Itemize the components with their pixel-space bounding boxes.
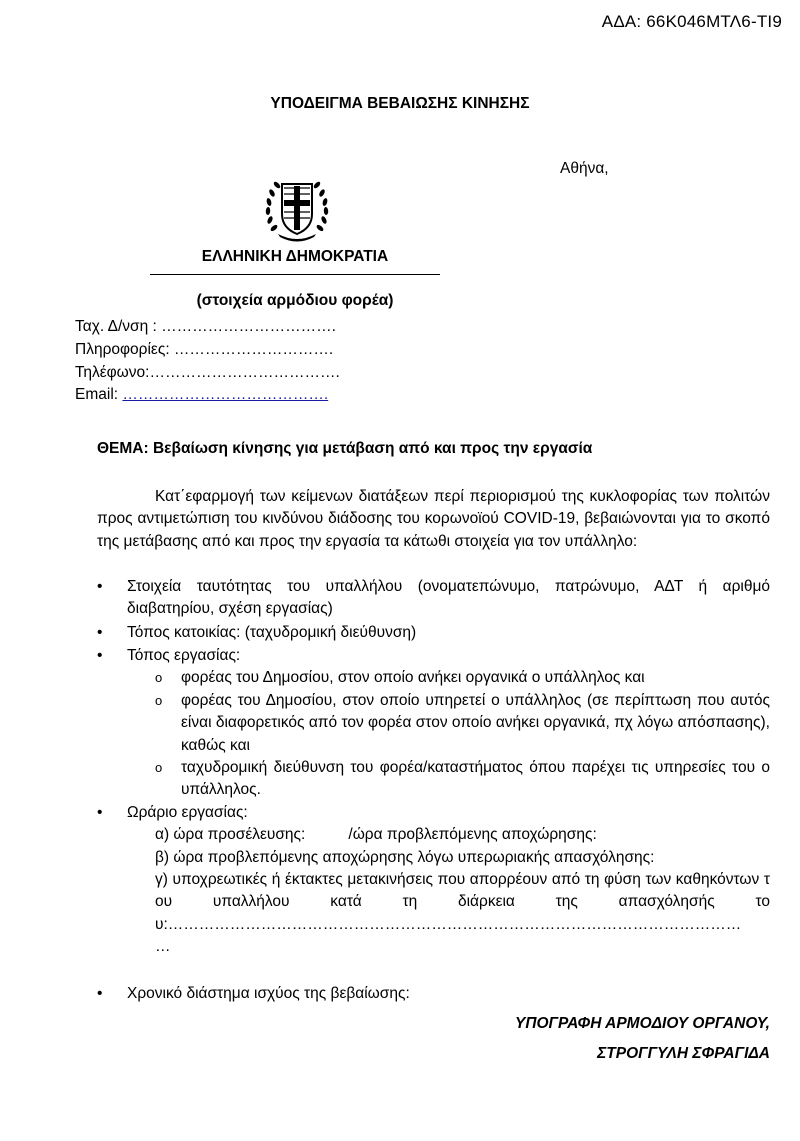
bullet-icon: • bbox=[97, 647, 103, 664]
signature-line-2: ΣΤΡΟΓΓΥΛΗ ΣΦΡΑΓΙΔΑ bbox=[597, 1045, 770, 1062]
hours-item-a: α) ώρα προσέλευσης: /ώρα προβλεπόμενης αποχώρησης: bbox=[155, 826, 597, 843]
phone-field: Τηλέφωνο:………………………………. bbox=[75, 364, 340, 381]
heading-divider bbox=[150, 274, 440, 275]
workplace-item-c bbox=[155, 757, 770, 802]
info-field: Πληροφορίες: …………………………. bbox=[75, 341, 334, 358]
workplace-item-c-text: ταχυδρομική διεύθυνση του φορέα/καταστήματος όπου παρέχει τις υπηρεσίες του ο υπάλληλος. bbox=[181, 759, 770, 799]
workplace-item-a bbox=[155, 667, 770, 689]
circle-bullet-icon: o bbox=[155, 670, 163, 685]
signature-line-1: ΥΠΟΓΡΑΦΗ ΑΡΜΟΔΙΟΥ ΟΡΓΑΝΟΥ, bbox=[515, 1015, 770, 1032]
workplace-item-b-text: φορέας του Δημοσίου, στον οποίο υπηρετεί ο υπάλληλος (σε περίπτωση που αυτός είναι διαφορετικός από τον φορέα στον οποίο ανήκει οργανικά, πχ λόγω απόσπασης), καθώς και bbox=[181, 692, 770, 754]
email-field bbox=[75, 384, 328, 405]
circle-bullet-icon: o bbox=[155, 693, 163, 708]
bullet-residence bbox=[97, 622, 770, 644]
circle-bullet-icon: o bbox=[155, 760, 163, 775]
bullet-workplace bbox=[97, 645, 770, 667]
bullet-identity-text: Στοιχεία ταυτότητας του υπαλλήλου (ονοματεπώνυμο, πατρώνυμο, ΑΔΤ ή αριθμό διαβατηρίου, σχέση εργασίας) bbox=[127, 578, 770, 618]
bullet-icon: • bbox=[97, 985, 103, 1002]
city-date-line: Αθήνα, bbox=[560, 160, 609, 177]
workplace-item-a-text: φορέας του Δημοσίου, στον οποίο ανήκει οργανικά ο υπάλληλος και bbox=[181, 669, 645, 686]
republic-heading: ΕΛΛΗΝΙΚΗ ΔΗΜΟΚΡΑΤΙΑ bbox=[201, 248, 389, 265]
bullet-icon: • bbox=[97, 804, 103, 821]
address-field: Ταχ. Δ/νση : ……………………………. bbox=[75, 318, 336, 335]
hours-item-c: γ) υποχρεωτικές ή έκτακτες μετακινήσεις που απορρέουν από τη φύση των καθηκόντων του υπαλλήλου κατά τη διάρκεια της απασχόλησής του:………………………………………………………………………………………………… bbox=[155, 871, 770, 933]
hours-item-b: β) ώρα προβλεπόμενης αποχώρησης λόγω υπερωριακής απασχόλησης: bbox=[155, 849, 655, 866]
coat-of-arms-icon bbox=[262, 170, 332, 245]
intro-paragraph-text: Κατ΄εφαρμογή των κείμενων διατάξεων περί περιορισμού της κυκλοφορίας των πολιτών προς αντιμετώπιση του κινδύνου διάδοσης του κορωνοϊού COVID-19, βεβαιώνονται για το σκοπό της μετάβασης από και προς την εργασία τα κάτωθι στοιχεία για τον υπάλληλο: bbox=[97, 488, 770, 550]
bullet-validity-text: Χρονικό διάστημα ισχύος της βεβαίωσης: bbox=[127, 985, 410, 1002]
bullet-hours-text: Ωράριο εργασίας: bbox=[127, 804, 248, 821]
ada-code: ΑΔΑ: 66Κ046ΜΤΛ6-ΤΙ9 bbox=[601, 12, 782, 31]
bullet-icon: • bbox=[97, 624, 103, 641]
bullet-icon: • bbox=[97, 578, 103, 595]
intro-paragraph bbox=[97, 486, 770, 553]
document-title: ΥΠΟΔΕΙΓΜΑ ΒΕΒΑΙΩΣΗΣ ΚΙΝΗΣΗΣ bbox=[270, 95, 530, 112]
bullet-hours bbox=[97, 802, 770, 824]
hours-item-d: … bbox=[155, 938, 171, 955]
bullet-identity bbox=[97, 576, 770, 621]
bullet-workplace-text: Τόπος εργασίας: bbox=[127, 647, 241, 664]
workplace-item-b bbox=[155, 690, 770, 757]
bullet-validity bbox=[97, 983, 770, 1005]
agency-details-heading: (στοιχεία αρμόδιου φορέα) bbox=[196, 292, 394, 309]
email-link[interactable]: …………………………………. bbox=[122, 386, 329, 403]
bullet-residence-text: Τόπος κατοικίας: (ταχυδρομική διεύθυνση) bbox=[127, 624, 417, 641]
email-label: Email: bbox=[75, 386, 123, 403]
subject-line: ΘΕΜΑ: Βεβαίωση κίνησης για μετάβαση από και προς την εργασία bbox=[97, 440, 593, 457]
